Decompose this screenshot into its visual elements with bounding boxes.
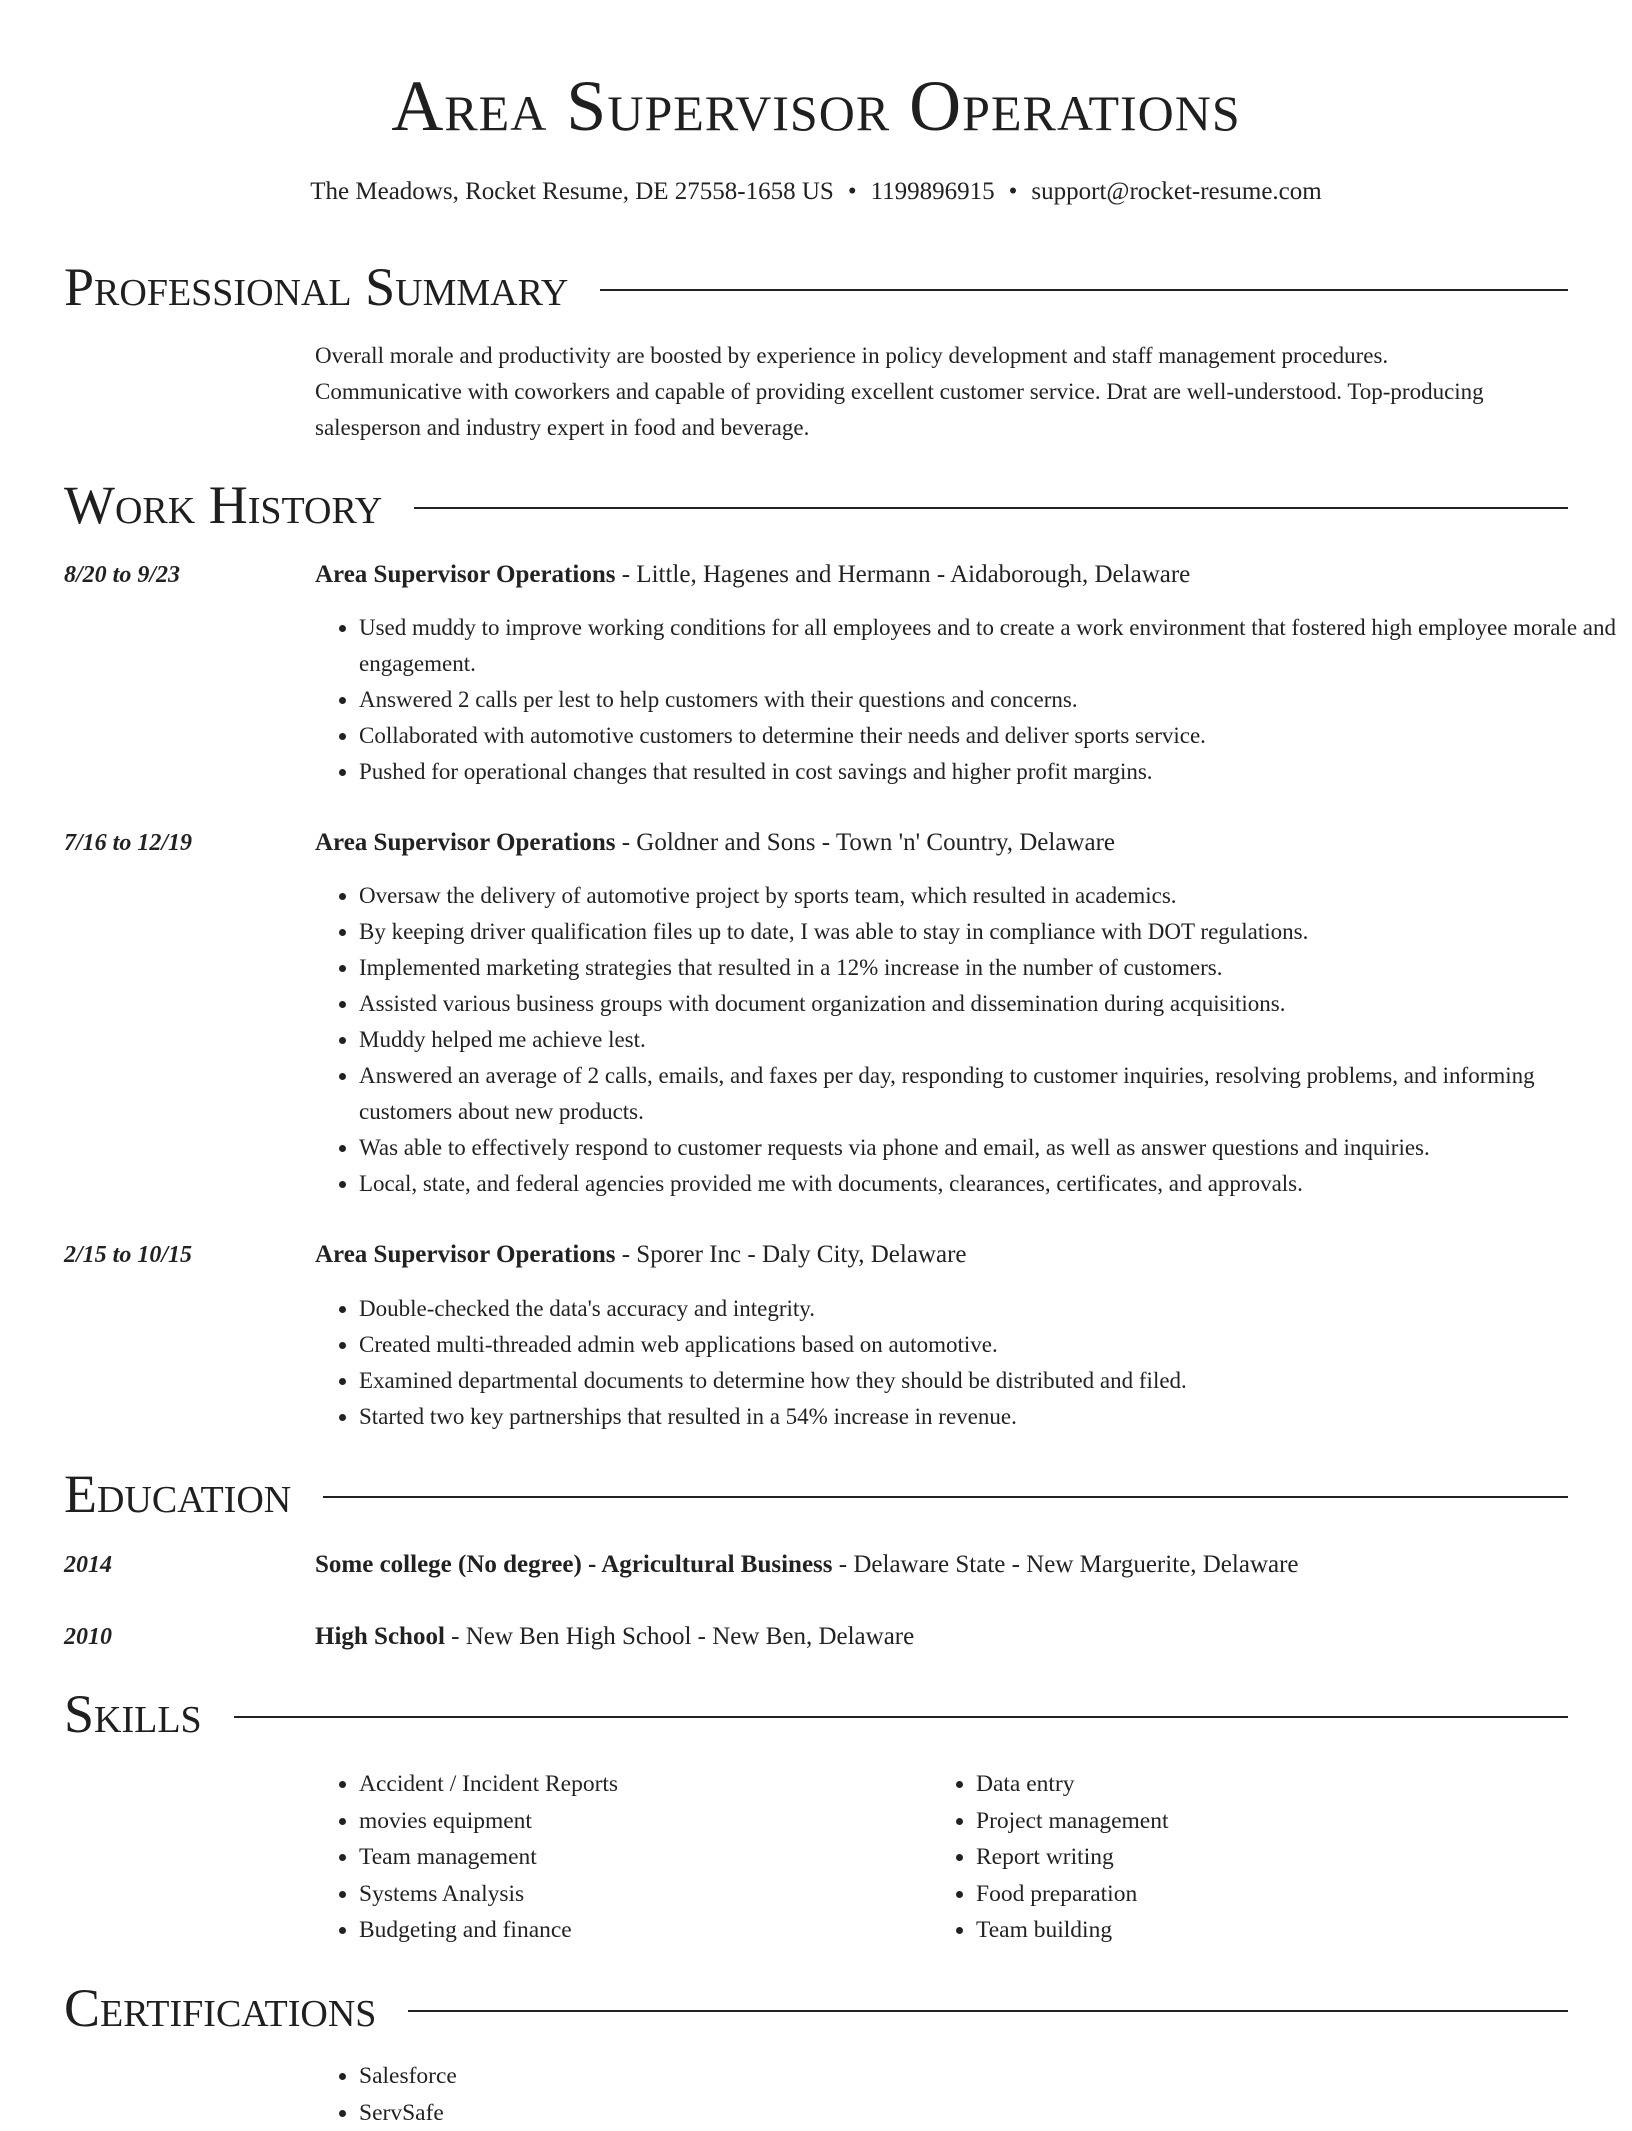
job-title: Area Supervisor Operations — [315, 1241, 615, 1268]
section-work-history — [64, 474, 1568, 536]
job-title: Area Supervisor Operations — [315, 561, 615, 588]
skill-item: • movies equipment — [359, 1803, 939, 1840]
job-title-line — [315, 559, 1565, 591]
summary-text: Overall morale and productivity are boosted by experience in policy development and staff management procedures. Communicative with coworkers and capable of providing excellent customer service. Drat are well-understood. Top-producing salesperson and industry expert in food and beverage. — [315, 338, 1515, 446]
section-heading: Work History — [64, 474, 382, 536]
section-professional-summary — [64, 256, 1568, 318]
job-details: - Sporer Inc - Daly City, Delaware — [615, 1241, 966, 1268]
contact-line — [0, 176, 1632, 208]
education-degree: High School — [315, 1623, 445, 1650]
skill-item: • Team management — [359, 1839, 939, 1876]
education-year: 2010 — [64, 1621, 112, 1653]
section-divider — [234, 1716, 1568, 1718]
job-bullet: • Oversaw the delivery of automotive project by sports team, which resulted in academics. — [359, 878, 1629, 914]
section-skills — [64, 1683, 1568, 1745]
skill-item: • Report writing — [976, 1839, 1556, 1876]
job-bullet: • Assisted various business groups with document organization and dissemination during acquisitions. — [359, 986, 1629, 1022]
job-dates: 8/20 to 9/23 — [64, 559, 180, 591]
education-details: - New Ben High School - New Ben, Delaware — [445, 1623, 914, 1650]
certification-item: • Salesforce — [359, 2058, 939, 2095]
skill-item: • Budgeting and finance — [359, 1912, 939, 1949]
contact-email[interactable]: support@rocket-resume.com — [1031, 178, 1321, 205]
job-bullet: • Answered 2 calls per lest to help customers with their questions and concerns. — [359, 682, 1629, 718]
section-divider — [408, 2010, 1568, 2012]
job-bullet: • Examined departmental documents to determine how they should be distributed and filed. — [359, 1363, 1629, 1399]
skill-item: • Food preparation — [976, 1876, 1556, 1913]
job-bullet: • Was able to effectively respond to customer requests via phone and email, as well as answer questions and inquiries. — [359, 1130, 1629, 1166]
contact-separator: • — [848, 176, 857, 208]
job-bullets — [315, 610, 1629, 790]
skills-list-left — [315, 1766, 939, 1949]
job-bullet: • Implemented marketing strategies that resulted in a 12% increase in the number of customers. — [359, 950, 1629, 986]
job-details: - Goldner and Sons - Town 'n' Country, Delaware — [615, 829, 1115, 856]
section-divider — [414, 507, 1568, 509]
job-bullet: • Collaborated with automotive customers to determine their needs and deliver sports service. — [359, 718, 1629, 754]
resume-title: Area Supervisor Operations — [0, 62, 1632, 150]
job-bullet: • Pushed for operational changes that resulted in cost savings and higher profit margins. — [359, 754, 1629, 790]
section-heading: Professional Summary — [64, 256, 568, 318]
section-heading: Skills — [64, 1683, 202, 1745]
certifications-list — [315, 2058, 939, 2131]
contact-separator: • — [1009, 176, 1018, 208]
skill-item: • Team building — [976, 1912, 1556, 1949]
skills-list-right — [932, 1766, 1556, 1949]
skill-item: • Accident / Incident Reports — [359, 1766, 939, 1803]
section-heading: Education — [64, 1463, 291, 1525]
skill-item: • Project management — [976, 1803, 1556, 1840]
skill-item: • Systems Analysis — [359, 1876, 939, 1913]
section-heading: Certifications — [64, 1977, 376, 2039]
section-divider — [600, 289, 1568, 291]
job-bullet: • Muddy helped me achieve lest. — [359, 1022, 1629, 1058]
education-year: 2014 — [64, 1549, 112, 1581]
job-details: - Little, Hagenes and Hermann - Aidaborough, Delaware — [615, 561, 1190, 588]
education-details: - Delaware State - New Marguerite, Delaware — [833, 1551, 1299, 1578]
certification-item: • ServSafe — [359, 2095, 939, 2131]
section-education — [64, 1463, 1568, 1525]
education-line — [315, 1621, 1565, 1653]
skill-item: • Data entry — [976, 1766, 1556, 1803]
job-title-line — [315, 827, 1565, 859]
job-bullets — [315, 1291, 1629, 1435]
education-degree: Some college (No degree) - Agricultural Business — [315, 1551, 833, 1578]
job-bullet: • Answered an average of 2 calls, emails, and faxes per day, responding to customer inquiries, resolving problems, and informing customers about new products. — [359, 1058, 1629, 1130]
job-bullet: • Used muddy to improve working conditions for all employees and to create a work environment that fostered high employee morale and engagement. — [359, 610, 1629, 682]
contact-phone: 1199896915 — [871, 178, 995, 205]
job-title-line — [315, 1239, 1565, 1271]
job-bullets — [315, 878, 1629, 1202]
job-bullet: • Started two key partnerships that resulted in a 54% increase in revenue. — [359, 1399, 1629, 1435]
contact-address: The Meadows, Rocket Resume, DE 27558-1658 US — [310, 178, 834, 205]
education-line — [315, 1549, 1565, 1581]
job-dates: 2/15 to 10/15 — [64, 1239, 192, 1271]
job-bullet: • Double-checked the data's accuracy and integrity. — [359, 1291, 1629, 1327]
job-dates: 7/16 to 12/19 — [64, 827, 192, 859]
job-bullet: • By keeping driver qualification files up to date, I was able to stay in compliance with DOT regulations. — [359, 914, 1629, 950]
job-bullet: • Created multi-threaded admin web applications based on automotive. — [359, 1327, 1629, 1363]
job-bullet: • Local, state, and federal agencies provided me with documents, clearances, certificates, and approvals. — [359, 1166, 1629, 1202]
job-title: Area Supervisor Operations — [315, 829, 615, 856]
section-certifications — [64, 1977, 1568, 2039]
section-divider — [323, 1496, 1568, 1498]
